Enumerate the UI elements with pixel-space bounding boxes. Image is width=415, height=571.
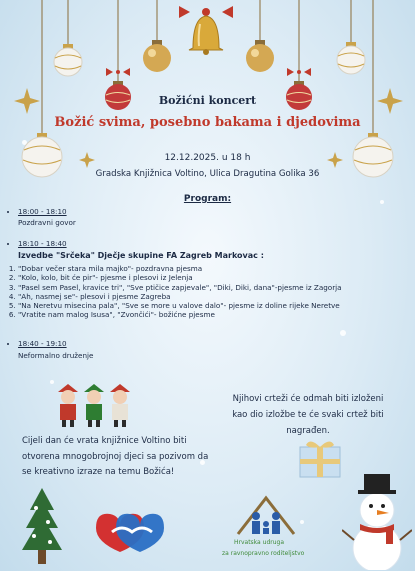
gift-box-icon xyxy=(296,437,344,479)
program-label: Neformalno druženje xyxy=(18,351,94,360)
logo-line-1: Hrvatska udruga xyxy=(234,539,285,546)
logo-line-2: za ravnopravno roditeljstvo xyxy=(222,550,305,557)
event-title: Božić svima, posebno bakama i djedovima xyxy=(54,115,361,130)
performance-item: 4. "Ah, nasmej se"- plesovi i pjesme Zagreba xyxy=(18,292,415,301)
program-slot-1 xyxy=(0,207,415,216)
heart-logo-icon xyxy=(94,510,166,554)
snowflake xyxy=(340,330,346,336)
event-name: Božićni koncert xyxy=(158,94,257,107)
event-venue: Gradska Knjižnica Voltino, Ulica Dragutina Golika 36 xyxy=(95,169,320,179)
event-date-time: 12.12.2025. u 18 h xyxy=(164,153,251,163)
program-heading: Program: xyxy=(183,194,232,204)
program-time: • 18:00 - 18:10 xyxy=(18,207,415,216)
program-slot-3 xyxy=(0,339,415,348)
child-icon xyxy=(58,384,78,427)
program-time: • 18:40 - 19:10 xyxy=(18,339,415,348)
library-note: Cijeli dan će vrata knjižnice Voltino biti otvorena mnogobrojnoj djeci sa pozivom da se kreativno izraze na temu Božića! xyxy=(22,436,209,477)
program-slot-2 xyxy=(0,239,415,248)
performance-item: 6. "Vratite nam malog Isusa", "Zvončići"- božićne pjesme xyxy=(18,310,415,319)
program-label: Izvedbe "Srčeka" Dječje skupine FA Zagreb Markovac : xyxy=(18,251,264,260)
performance-item: 3. "Pasel sem Pasel, kravice tri", "Sve ptičice zapjevale", "Diki, Diki, dana"-pjesme iz Zagorja xyxy=(18,283,415,292)
program-time: • 18:10 - 18:40 xyxy=(18,239,415,248)
performance-item: 1. "Dobar večer stara mila majko"- pozdravna pjesma xyxy=(18,264,415,273)
white-ornament-icon xyxy=(54,44,82,76)
performance-item: 5. "Na Neretvu misecina pala", "Sve se more u valove dalo"- pjesme iz doline rijeke Neretve xyxy=(18,301,415,310)
child-icon xyxy=(110,384,130,427)
performance-list xyxy=(0,264,415,320)
gold-ornament-icon xyxy=(246,40,274,72)
gold-ornament-icon xyxy=(143,40,171,72)
white-ornament-icon xyxy=(337,42,365,74)
drawings-note: Njihovi crteži će odmah biti izloženi kao dio izložbe te će svaki crtež biti nagrađen. xyxy=(232,394,384,436)
snowflake xyxy=(50,380,54,384)
snowman-icon xyxy=(342,470,412,570)
program-label: Pozdravni govor xyxy=(18,218,76,227)
bell-icon xyxy=(179,6,233,55)
child-icon xyxy=(84,384,104,427)
christmas-tree-icon xyxy=(20,488,64,568)
family-logo-icon xyxy=(226,494,306,540)
children-illustration xyxy=(55,384,135,428)
performance-item: 2. "Kolo, kolo, bit će pir"- pjesme i plesovi iz Jelenja xyxy=(18,273,415,282)
